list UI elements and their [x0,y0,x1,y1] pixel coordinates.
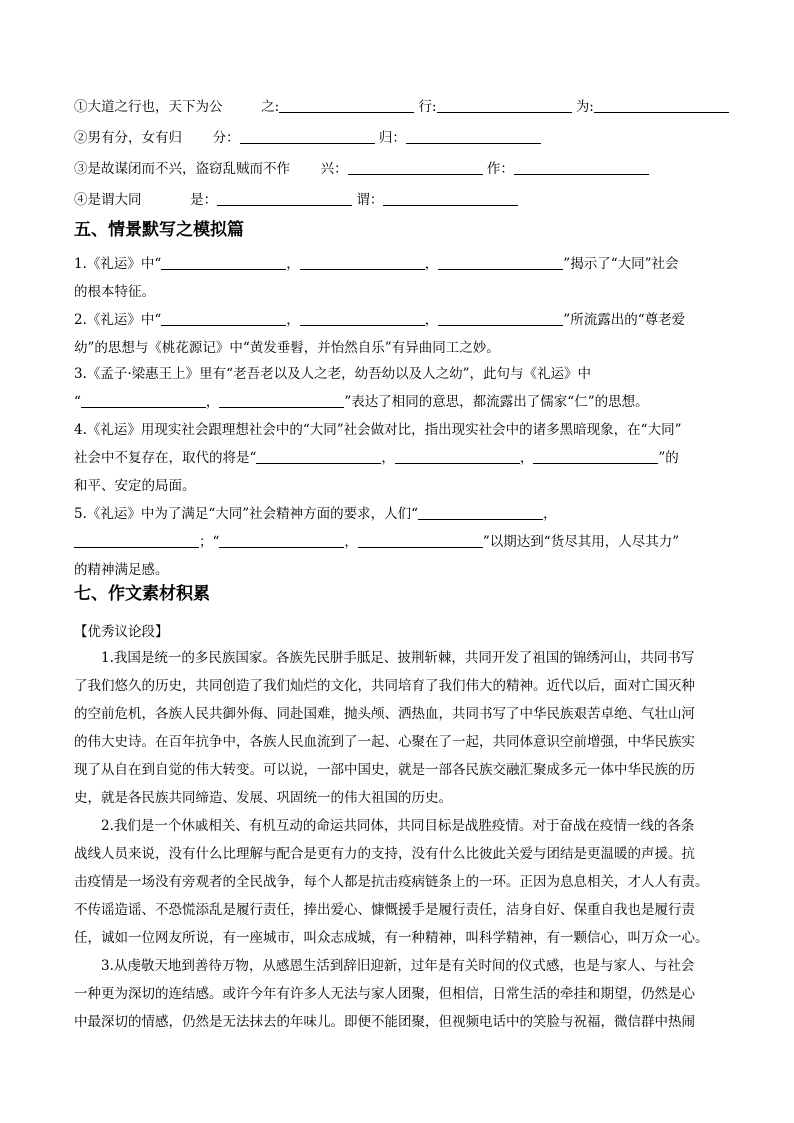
field-label: 兴： [320,161,348,177]
answer-blank[interactable] [383,191,518,206]
question-3: 3.《孟子·梁惠王上》里有“老吾老以及人之老，幼吾幼以及人之幼”，此句与《礼运》中 “ ， ”表达了相同的意思，都流露出了儒家“仁”的思想。 [74,364,724,420]
answer-blank[interactable] [161,255,286,270]
item-a2 [74,128,724,148]
field-label: 分： [212,130,240,146]
paragraph-line: 1.我国是统一的多民族国家。各族先民胼手胝足、披荆斩棘，共同开发了祖国的锦绣河山，共同书写 [101,650,695,666]
paragraph-line: 史，就是各民族共同缔造、发展、巩固统一的伟大祖国的历史。 [74,790,452,806]
item-a1-text: ①大道之行也，天下为公 [74,99,223,115]
field-label: 为: [575,99,594,115]
answer-blank[interactable] [406,129,541,144]
question-text: ；“ [199,534,220,550]
paragraph-line: 一种更为深切的连结感。或许今年有许多人无法与家人团聚，但相信，日常生活的牵挂和期望，仍然是心 [74,986,695,1002]
answer-blank[interactable] [358,533,483,548]
item-a1 [74,97,724,117]
field-label: 行: [418,99,437,115]
paragraph-line: 击疫情是一场没有旁观者的全民战争，每个人都是抗击疫病链条上的一环。正因为息息相关，才人人有责。 [74,874,709,890]
paragraph-3 [74,952,724,1036]
question-text: ”表达了相同的意思，都流露出了儒家“仁”的思想。 [344,394,649,410]
field-label: 作： [486,161,514,177]
field-label: 是： [190,192,218,208]
answer-blank[interactable] [74,533,199,548]
question-text: 的精神满足感。 [74,562,169,578]
paragraph-1 [74,644,724,812]
paragraph-line: 3.从虔敬天地到善待万物，从感恩生活到辞旧迎新，过年是有关时间的仪式感，也是与家人、与社会 [101,958,695,974]
question-text: 的根本特征。 [74,284,155,300]
item-a4 [74,190,724,210]
question-text: 2.《礼运》中“ [74,312,162,328]
question-2: 2.《礼运》中“ ， ， ”所流露出的“尊老爱 幼”的思想与《桃花源记》中“黄发垂髫，并怡然自乐”有异曲同工之妙。 [74,310,724,366]
item-a4-text: ④是谓大同 [74,192,142,208]
answer-blank[interactable] [348,160,483,175]
item-a3-text: ③是故谋闭而不兴，盗窃乱贼而不作 [74,161,290,177]
paragraph-line: 不传谣造谣、不恐慌添乱是履行责任，捧出爱心、慷慨援手是履行责任，洁身自好、保重自我也是履行责 [74,902,695,918]
answer-blank[interactable] [300,311,425,326]
answer-blank[interactable] [438,255,563,270]
answer-blank[interactable] [533,449,658,464]
paragraph-line: 任，诚如一位网友所说，有一座城市，叫众志成城，有一种精神，叫科学精神，有一颗信心，叫万众一心。 [74,930,709,946]
item-a3 [74,159,724,179]
answer-blank[interactable] [437,98,572,113]
paragraph-2 [74,812,724,952]
field-label: 归： [378,130,406,146]
question-text: “ [74,394,81,410]
question-text: ”所流露出的“尊老爱 [563,312,686,328]
question-text: 1.《礼运》中“ [74,256,162,272]
question-4: 4.《礼运》用现实社会跟理想社会中的“大同”社会做对比，指出现实社会中的诸多黑暗现象，在“大同” 社会中不复存在，取代的将是“ ， ， ”的 和平、安定的局面。 [74,420,724,504]
paragraph-line: 现了从自在到自觉的伟大转变。可以说，一部中国史，就是一部各民族交融汇聚成多元一体中华民族的历 [74,762,695,778]
paragraph-line: 2.我们是一个休戚相关、有机互动的命运共同体，共同目标是战胜疫情。对于奋战在疫情一线的各条 [101,818,695,834]
question-text: 社会中不复存在，取代的将是“ [74,450,257,466]
item-a2-text: ②男有分，女有归 [74,130,182,146]
question-text: 4.《礼运》用现实社会跟理想社会中的“大同”社会做对比，指出现实社会中的诸多黑暗现象，在“大同” [74,422,682,438]
paragraph-line: 中最深切的情感，仍然是无法抹去的年味儿。即便不能团聚，但视频电话中的笑脸与祝福，微信群中热闹 [74,1014,695,1030]
question-1: 1.《礼运》中“ ， ， ”揭示了“大同”社会 的根本特征。 [74,254,724,310]
answer-blank[interactable] [81,393,206,408]
paragraph-line: 了我们悠久的历史，共同创造了我们灿烂的文化，共同培育了我们伟大的精神。近代以后，面对亡国灭种 [74,678,695,694]
answer-blank[interactable] [240,129,375,144]
question-5: 5.《礼运》中为了满足“大同”社会精神方面的要求，人们“ ， ；“ ， ”以期达到“货尽其用，人尽其力” 的精神满足感。 [74,504,724,588]
answer-blank[interactable] [219,533,344,548]
question-text: ”以期达到“货尽其用，人尽其力” [482,534,680,550]
answer-blank[interactable] [161,311,286,326]
section-7-subtitle: 【优秀议论段】 [74,624,169,640]
question-text: 5.《礼运》中为了满足“大同”社会精神方面的要求，人们“ [74,506,419,522]
field-label: 谓： [356,192,384,208]
answer-blank[interactable] [438,311,563,326]
answer-blank[interactable] [594,98,729,113]
answer-blank[interactable] [279,98,414,113]
answer-blank[interactable] [418,505,543,520]
question-text: ”的 [658,450,679,466]
paragraph-line: 的伟大史诗。在百年抗争中，各族人民血流到了一起、心聚在了一起，共同体意识空前增强，中华民族实 [74,734,695,750]
answer-blank[interactable] [300,255,425,270]
answer-blank[interactable] [219,393,344,408]
question-text: 和平、安定的局面。 [74,478,196,494]
paragraph-line: 战线人员来说，没有什么比理解与配合是更有力的支持，没有什么比彼此关爱与团结是更温暖的声援。抗 [74,846,695,862]
section-7-title: 七、作文素材积累 [74,584,210,604]
answer-blank[interactable] [514,160,649,175]
question-text: 幼”的思想与《桃花源记》中“黄发垂髫，并怡然自乐”有异曲同工之妙。 [74,340,500,356]
paragraph-line: 的空前危机，各族人民共御外侮、同赴国难，抛头颅、洒热血，共同书写了中华民族艰苦卓绝、气壮山河 [74,706,695,722]
section-5-title: 五、情景默写之模拟篇 [74,220,244,240]
answer-blank[interactable] [217,191,352,206]
field-label: 之: [261,99,280,115]
answer-blank[interactable] [256,449,381,464]
question-text: ”揭示了“大同”社会 [563,256,679,272]
answer-blank[interactable] [395,449,520,464]
question-text: 3.《孟子·梁惠王上》里有“老吾老以及人之老，幼吾幼以及人之幼”，此句与《礼运》中 [74,366,591,382]
